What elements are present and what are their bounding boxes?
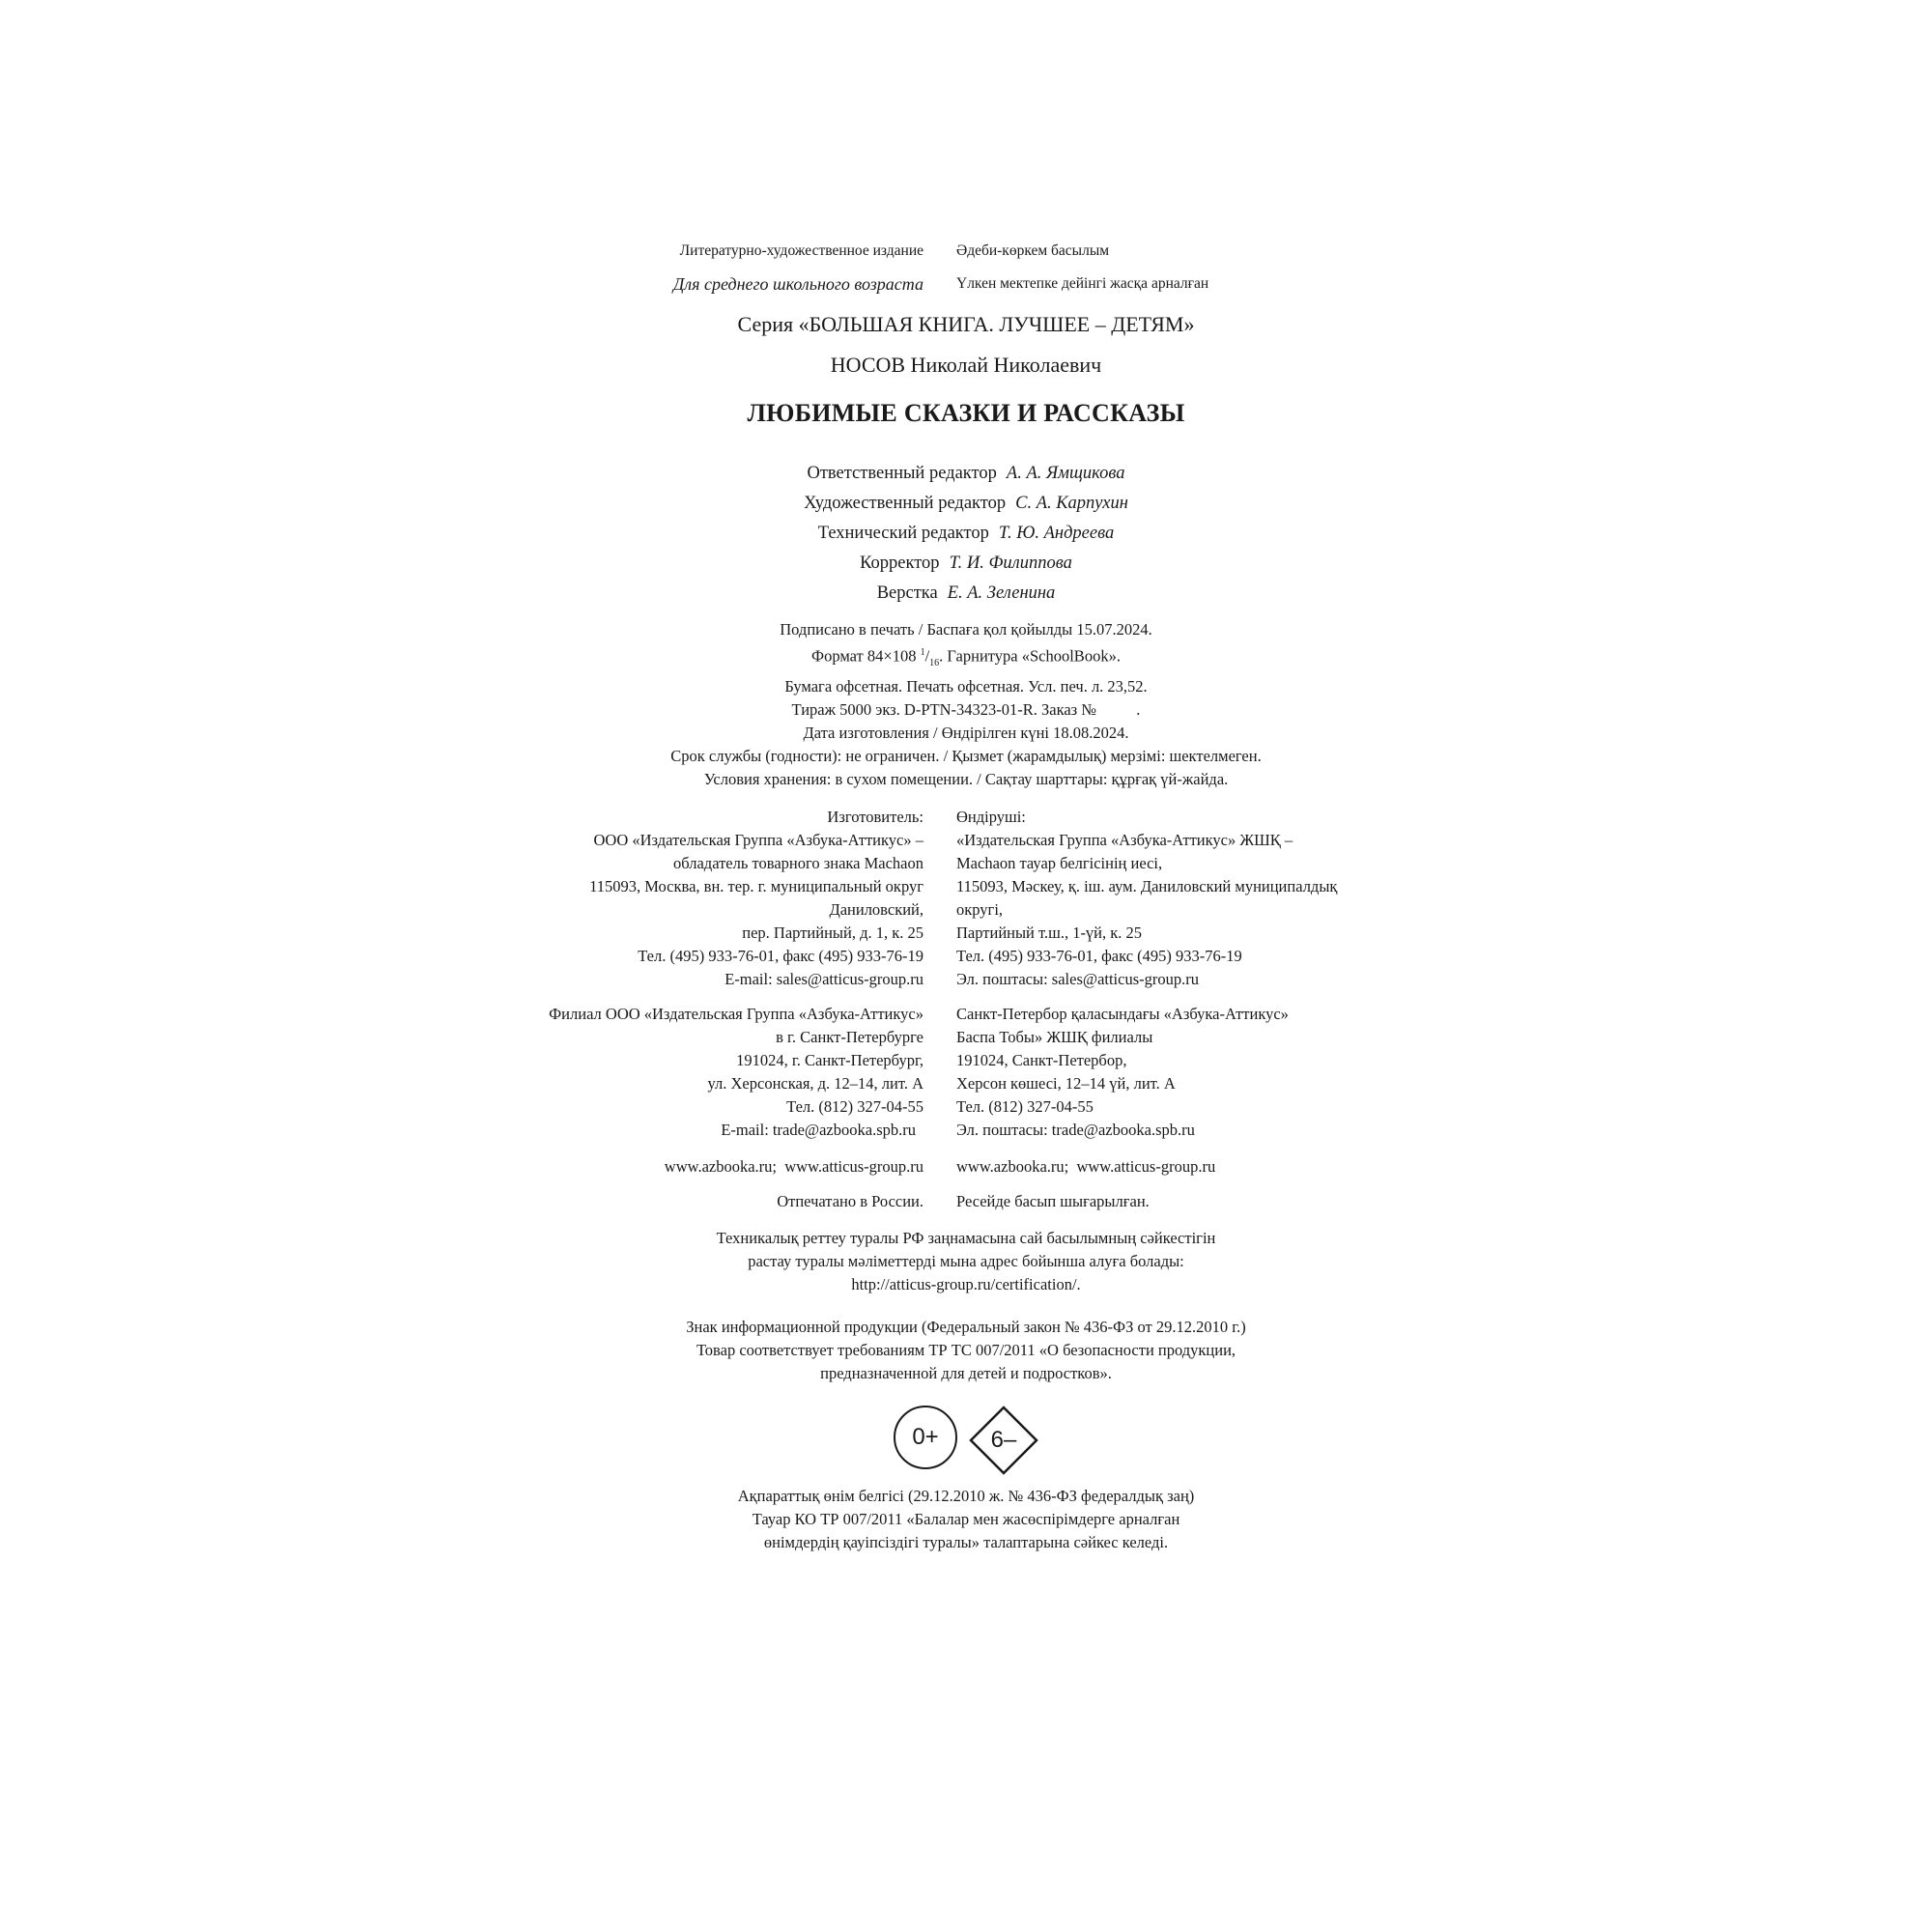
kit-mark-text: 6– [990,1427,1017,1453]
branch-kz-line: Тел. (812) 327-04-55 [956,1097,1094,1116]
age-ru: Для среднего школьного возраста [672,274,923,294]
info-sign-kz-line: Ақпараттық өнім белгісі (29.12.2010 ж. № 436-ФЗ федералдық заң) [737,1487,1195,1505]
manufacturer-kz [956,806,1932,991]
info-sign-ru [0,1316,1932,1385]
info-sign-line: предназначенной для детей и подростков». [820,1364,1112,1382]
branch-kz-line: Санкт-Петербор қаласындағы «Азбука-Аттикус» [956,1005,1289,1023]
branch-ru-line: Филиал ООО «Издательская Группа «Азбука-Аттикус» [549,1005,923,1023]
branch-kz-line: Баспа Тобы» ЖШҚ филиалы [956,1028,1153,1046]
manufacturer-kz-line: Machaon тауар белгісінің иесі, [956,854,1163,872]
credit-row [0,459,1932,489]
info-sign-line: Знак информационной продукции (Федеральный закон № 436-ФЗ от 29.12.2010 г.) [686,1318,1246,1336]
branch-ru-line: Тел. (812) 327-04-55 [786,1097,923,1116]
manufacturer-ru-line: обладатель товарного знака Machaon [673,854,923,872]
branch-block [0,1003,1932,1142]
paper-line: Бумага офсетная. Печать офсетная. Усл. печ. л. 23,52. [784,676,1148,696]
manufacturer-kz-line: Эл. поштасы: sales@atticus-group.ru [956,970,1199,988]
manufacturer-ru-line: E-mail: sales@atticus-group.ru [724,970,923,988]
branch-kz-line: 191024, Санкт-Петербор, [956,1051,1127,1069]
series-line: Серия «БОЛЬШАЯ КНИГА. ЛУЧШЕЕ – ДЕТЯМ» [737,312,1195,336]
manufacturer-ru-line: ООО «Издательская Группа «Азбука-Аттикус» – [593,831,923,849]
credit-role: Ответственный редактор [807,464,997,483]
manufacturer-kz-line: «Издательская Группа «Азбука-Аттикус» ЖШҚ – [956,831,1293,849]
credit-role: Корректор [860,554,940,573]
credit-name: С. А. Карпухин [1015,494,1128,513]
websites-ru: www.azbooka.ru; www.atticus-group.ru [664,1157,923,1176]
manufacturer-kz-line: Партийный т.ш., 1-үй, к. 25 [956,923,1143,942]
printed-kz: Ресейде басып шығарылған. [956,1192,1150,1210]
manufacturer-ru-line: Тел. (495) 933-76-01, факс (495) 933-76-19 [638,947,923,965]
credit-name: А. А. Ямщикова [1006,464,1125,483]
branch-ru-line: 191024, г. Санкт-Петербург, [736,1051,923,1069]
info-sign-line: Товар соответствует требованиям ТР ТС 007/2011 «О безопасности продукции, [696,1341,1236,1359]
format-suffix: . Гарнитура «SchoolBook». [939,646,1121,666]
manufacturer-kz-line: округі, [956,900,1004,919]
edition-type-kz: Әдеби-көркем басылым [956,242,1110,259]
certification-line: Техникалық реттеу туралы РФ заңнамасына сай басылымның сәйкестігін [716,1229,1216,1247]
signed-line: Подписано в печать / Баспаға қол қойылды 15.07.2024. [780,620,1152,639]
certification-block [0,1227,1932,1296]
edition-type-row [0,240,1932,263]
credit-row [0,519,1932,549]
imprint-details [0,618,1932,791]
branch-ru-line: в г. Санкт-Петербурге [776,1028,923,1046]
credit-name: Т. И. Филиппова [949,554,1072,573]
age-badges [0,1406,1932,1475]
credit-name: Е. А. Зеленина [947,583,1056,603]
printed-row [0,1190,1932,1213]
kit-mark-badge [969,1406,1038,1475]
branch-kz [956,1003,1932,1142]
credits [0,459,1932,609]
age-row [0,272,1932,296]
edition-type-ru: Литературно-художественное издание [679,242,923,259]
credit-role: Художественный редактор [804,494,1007,513]
manufacturer-kz-line: 115093, Мәскеу, қ. іш. аум. Даниловский муниципалдық [956,877,1338,895]
branch-ru-line: E-mail: trade@azbooka.spb.ru [721,1121,916,1139]
manufacturer-kz-line: Тел. (495) 933-76-01, факс (495) 933-76-19 [956,947,1242,965]
manufacturer-ru-line: 115093, Москва, вн. тер. г. муниципальный округ [589,877,923,895]
manufacturer-ru-line: пер. Партийный, д. 1, к. 25 [742,923,923,942]
info-sign-kz-line: Тауар КО ТР 007/2011 «Балалар мен жасөспірімдерге арналған [752,1510,1180,1528]
manufacturer-ru-line: Даниловский, [829,900,923,919]
branch-kz-line: Херсон көшесі, 12–14 үй, лит. А [956,1074,1176,1093]
format-prefix: Формат 84×108 [811,646,917,666]
run-line: Тираж 5000 экз. D-PTN-34323-01-R. Заказ № . [791,699,1141,719]
credit-row [0,579,1932,609]
manufacturer-ru-line: Изготовитель: [827,808,923,826]
credit-row [0,549,1932,579]
certification-line: http://atticus-group.ru/certification/. [851,1275,1081,1293]
manufacturer-ru [0,806,956,991]
format-sup: 1 [920,647,925,658]
info-sign-kz [0,1485,1932,1554]
branch-ru [0,1003,956,1142]
service-line: Срок службы (годности): не ограничен. / Қызмет (жарамдылық) мерзімі: шектелмеген. [670,746,1262,765]
branch-ru-line: ул. Херсонская, д. 12–14, лит. А [707,1074,923,1093]
certification-line: растау туралы мәліметтерді мына адрес бойынша алуға болады: [748,1252,1184,1270]
manufacturer-block [0,806,1932,991]
manufacturer-kz-line: Өндіруші: [956,808,1026,826]
credit-row [0,489,1932,519]
date-line: Дата изготовления / Өндірілген күні 18.08.2024. [803,723,1129,742]
credit-role: Верстка [876,583,938,603]
format-sub: 16 [929,657,940,668]
age-kz: Үлкен мектепке дейінгі жасқа арналған [956,275,1209,292]
branch-kz-line: Эл. поштасы: trade@azbooka.spb.ru [956,1121,1195,1139]
author-line: НОСОВ Николай Николаевич [830,353,1102,377]
websites-kz: www.azbooka.ru; www.atticus-group.ru [956,1157,1216,1176]
format-line: Формат 84×108 $^1/_{16}$. Гарнитура «SchoolBook». [811,646,1121,668]
websites-row [0,1155,1932,1179]
age-rating-badge [894,1406,957,1469]
info-sign-kz-line: өнімдердің қауіпсіздігі туралы» талаптарына сәйкес келеді. [763,1533,1169,1551]
age-rating-text: 0+ [912,1424,939,1450]
credit-name: Т. Ю. Андреева [998,524,1115,543]
credit-role: Технический редактор [817,524,989,543]
storage-line: Условия хранения: в сухом помещении. / Сақтау шарттары: құрғақ үй-жайда. [703,769,1229,788]
printed-ru: Отпечатано в России. [777,1192,923,1210]
book-title: ЛЮБИМЫЕ СКАЗКИ И РАССКАЗЫ [747,399,1185,427]
